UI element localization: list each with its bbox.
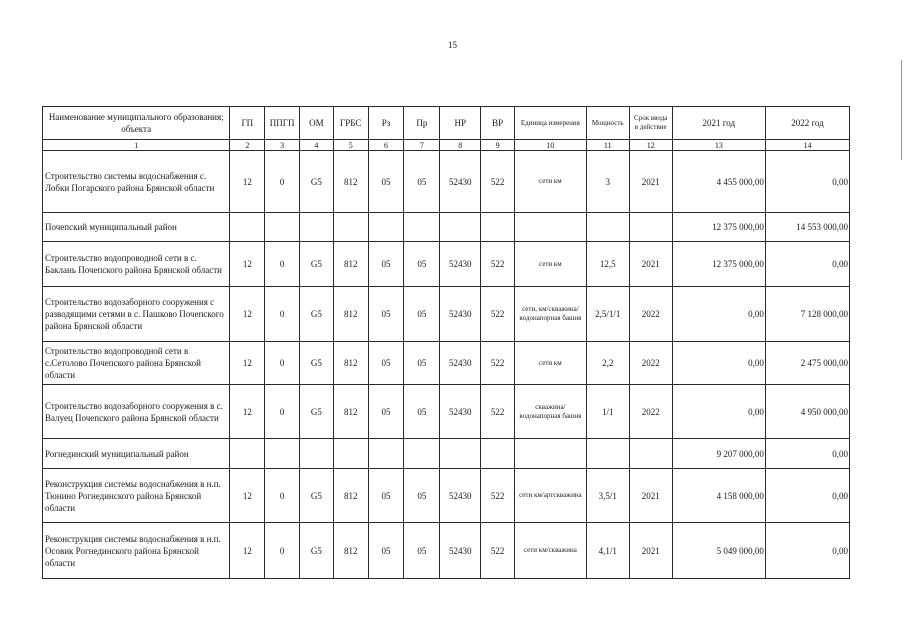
cell-om: G5 bbox=[300, 385, 334, 439]
header-cell: ГРБС bbox=[333, 107, 368, 140]
header-cell: Единица измерения bbox=[515, 107, 587, 140]
scan-edge-mark bbox=[901, 60, 902, 160]
column-number: 8 bbox=[440, 140, 481, 151]
cell-unit-of-measure bbox=[515, 213, 587, 242]
column-number: 11 bbox=[586, 140, 629, 151]
cell-amount-2021: 9 207 000,00 bbox=[672, 439, 765, 469]
cell-pr: 05 bbox=[404, 242, 440, 287]
cell-capacity bbox=[586, 213, 629, 242]
cell-vr: 522 bbox=[481, 385, 515, 439]
cell-gp: 12 bbox=[230, 287, 265, 342]
cell-amount-2021: 0,00 bbox=[672, 385, 765, 439]
header-cell: НР bbox=[440, 107, 481, 140]
cell-capacity: 12,5 bbox=[586, 242, 629, 287]
cell-ppgp: 0 bbox=[265, 287, 300, 342]
cell-grbs: 812 bbox=[333, 242, 368, 287]
cell-commissioning-year: 2022 bbox=[629, 342, 672, 385]
cell-vr bbox=[481, 213, 515, 242]
cell-rz: 05 bbox=[368, 523, 404, 579]
header-cell: Пр bbox=[404, 107, 440, 140]
cell-grbs: 812 bbox=[333, 287, 368, 342]
cell-amount-2022: 0,00 bbox=[765, 469, 849, 523]
cell-rz bbox=[368, 213, 404, 242]
column-number: 1 bbox=[43, 140, 230, 151]
cell-amount-2021: 4 455 000,00 bbox=[672, 151, 765, 213]
cell-vr: 522 bbox=[481, 523, 515, 579]
header-cell: Рз bbox=[368, 107, 404, 140]
cell-commissioning-year: 2021 bbox=[629, 242, 672, 287]
cell-ppgp: 0 bbox=[265, 151, 300, 213]
cell-ppgp: 0 bbox=[265, 523, 300, 579]
cell-gp: 12 bbox=[230, 523, 265, 579]
budget-table bbox=[42, 106, 850, 579]
cell-grbs: 812 bbox=[333, 469, 368, 523]
cell-unit-of-measure: сети км bbox=[515, 342, 587, 385]
cell-commissioning-year: 2021 bbox=[629, 151, 672, 213]
cell-nr: 52430 bbox=[440, 342, 481, 385]
table-row bbox=[43, 469, 850, 523]
header-cell: ГП bbox=[230, 107, 265, 140]
cell-ppgp bbox=[265, 439, 300, 469]
cell-om bbox=[300, 213, 334, 242]
cell-amount-2022: 0,00 bbox=[765, 242, 849, 287]
cell-capacity: 2,5/1/1 bbox=[586, 287, 629, 342]
cell-object-name: Реконструкция системы водоснабжения в н.п. Осовик Рогнединского района Брянской области bbox=[43, 523, 230, 579]
cell-gp bbox=[230, 439, 265, 469]
cell-nr bbox=[440, 213, 481, 242]
header-cell: Наименование муниципального образования; объекта bbox=[43, 107, 230, 140]
cell-pr: 05 bbox=[404, 469, 440, 523]
cell-ppgp: 0 bbox=[265, 385, 300, 439]
column-number: 3 bbox=[265, 140, 300, 151]
cell-grbs: 812 bbox=[333, 523, 368, 579]
cell-ppgp bbox=[265, 213, 300, 242]
cell-object-name: Почепский муниципальный район bbox=[43, 213, 230, 242]
cell-gp: 12 bbox=[230, 385, 265, 439]
cell-om bbox=[300, 439, 334, 469]
cell-ppgp: 0 bbox=[265, 242, 300, 287]
cell-object-name: Строительство водопроводной сети в с.Сетолово Почепского района Брянской области bbox=[43, 342, 230, 385]
cell-nr: 52430 bbox=[440, 151, 481, 213]
table-row bbox=[43, 342, 850, 385]
cell-object-name: Строительство системы водоснабжения с. Лобки Погарского района Брянской области bbox=[43, 151, 230, 213]
cell-rz: 05 bbox=[368, 151, 404, 213]
cell-om: G5 bbox=[300, 287, 334, 342]
cell-nr: 52430 bbox=[440, 385, 481, 439]
table-row bbox=[43, 439, 850, 469]
cell-pr: 05 bbox=[404, 385, 440, 439]
table-row bbox=[43, 213, 850, 242]
cell-nr: 52430 bbox=[440, 242, 481, 287]
column-number: 2 bbox=[230, 140, 265, 151]
column-number: 7 bbox=[404, 140, 440, 151]
cell-grbs: 812 bbox=[333, 342, 368, 385]
table-row bbox=[43, 242, 850, 287]
cell-nr: 52430 bbox=[440, 287, 481, 342]
cell-ppgp: 0 bbox=[265, 469, 300, 523]
cell-amount-2022: 0,00 bbox=[765, 439, 849, 469]
cell-gp: 12 bbox=[230, 469, 265, 523]
cell-amount-2021: 5 049 000,00 bbox=[672, 523, 765, 579]
cell-grbs: 812 bbox=[333, 385, 368, 439]
cell-pr bbox=[404, 439, 440, 469]
cell-gp: 12 bbox=[230, 242, 265, 287]
cell-om: G5 bbox=[300, 523, 334, 579]
cell-vr: 522 bbox=[481, 287, 515, 342]
cell-capacity: 2,2 bbox=[586, 342, 629, 385]
cell-amount-2021: 12 375 000,00 bbox=[672, 213, 765, 242]
cell-object-name: Строительство водопроводной сети в с. Баклань Почепского района Брянской области bbox=[43, 242, 230, 287]
cell-pr: 05 bbox=[404, 523, 440, 579]
table-row bbox=[43, 385, 850, 439]
cell-om: G5 bbox=[300, 151, 334, 213]
header-cell: ОМ bbox=[300, 107, 334, 140]
cell-pr: 05 bbox=[404, 151, 440, 213]
cell-amount-2022: 7 128 000,00 bbox=[765, 287, 849, 342]
cell-rz: 05 bbox=[368, 469, 404, 523]
cell-rz: 05 bbox=[368, 342, 404, 385]
header-cell: ППГП bbox=[265, 107, 300, 140]
cell-rz: 05 bbox=[368, 242, 404, 287]
cell-commissioning-year: 2021 bbox=[629, 469, 672, 523]
cell-amount-2021: 12 375 000,00 bbox=[672, 242, 765, 287]
cell-om: G5 bbox=[300, 242, 334, 287]
cell-amount-2022: 2 475 000,00 bbox=[765, 342, 849, 385]
cell-amount-2021: 0,00 bbox=[672, 287, 765, 342]
header-cell: 2022 год bbox=[765, 107, 849, 140]
cell-rz: 05 bbox=[368, 385, 404, 439]
cell-unit-of-measure: скважина/водонапорная башня bbox=[515, 385, 587, 439]
cell-amount-2021: 4 158 000,00 bbox=[672, 469, 765, 523]
cell-rz: 05 bbox=[368, 287, 404, 342]
cell-nr: 52430 bbox=[440, 523, 481, 579]
cell-pr: 05 bbox=[404, 342, 440, 385]
cell-amount-2021: 0,00 bbox=[672, 342, 765, 385]
cell-amount-2022: 0,00 bbox=[765, 523, 849, 579]
cell-amount-2022: 4 950 000,00 bbox=[765, 385, 849, 439]
header-cell: Срок ввода в действие bbox=[629, 107, 672, 140]
cell-vr: 522 bbox=[481, 342, 515, 385]
cell-capacity: 4,1/1 bbox=[586, 523, 629, 579]
cell-grbs bbox=[333, 213, 368, 242]
cell-unit-of-measure: сети км/скважина bbox=[515, 523, 587, 579]
column-number: 12 bbox=[629, 140, 672, 151]
cell-vr: 522 bbox=[481, 151, 515, 213]
column-number: 5 bbox=[333, 140, 368, 151]
cell-object-name: Рогнединский муниципальный район bbox=[43, 439, 230, 469]
cell-capacity bbox=[586, 439, 629, 469]
cell-commissioning-year: 2022 bbox=[629, 287, 672, 342]
header-cell: Мощность bbox=[586, 107, 629, 140]
cell-ppgp: 0 bbox=[265, 342, 300, 385]
cell-object-name: Строительство водозаборного сооружения в с. Валуец Почепского района Брянской области bbox=[43, 385, 230, 439]
cell-unit-of-measure: сети км/артскважина bbox=[515, 469, 587, 523]
table-row bbox=[43, 523, 850, 579]
cell-capacity: 3 bbox=[586, 151, 629, 213]
cell-amount-2022: 14 553 000,00 bbox=[765, 213, 849, 242]
cell-gp bbox=[230, 213, 265, 242]
cell-gp: 12 bbox=[230, 151, 265, 213]
cell-pr bbox=[404, 213, 440, 242]
column-number: 13 bbox=[672, 140, 765, 151]
cell-unit-of-measure bbox=[515, 439, 587, 469]
cell-pr: 05 bbox=[404, 287, 440, 342]
cell-vr: 522 bbox=[481, 469, 515, 523]
cell-gp: 12 bbox=[230, 342, 265, 385]
column-number: 4 bbox=[300, 140, 334, 151]
page-number: 15 bbox=[448, 40, 457, 50]
column-number: 6 bbox=[368, 140, 404, 151]
cell-om: G5 bbox=[300, 342, 334, 385]
cell-grbs: 812 bbox=[333, 151, 368, 213]
cell-commissioning-year bbox=[629, 213, 672, 242]
table-row bbox=[43, 151, 850, 213]
cell-commissioning-year: 2022 bbox=[629, 385, 672, 439]
cell-nr: 52430 bbox=[440, 469, 481, 523]
cell-vr: 522 bbox=[481, 242, 515, 287]
column-number: 14 bbox=[765, 140, 849, 151]
cell-amount-2022: 0,00 bbox=[765, 151, 849, 213]
column-number: 10 bbox=[515, 140, 587, 151]
cell-commissioning-year bbox=[629, 439, 672, 469]
cell-object-name: Строительство водозаборного сооружения с разводящими сетями в с. Пашково Почепского района Брянской области bbox=[43, 287, 230, 342]
cell-unit-of-measure: сети км bbox=[515, 242, 587, 287]
cell-unit-of-measure: сети, км/скважина/водонапорная башня bbox=[515, 287, 587, 342]
cell-capacity: 1/1 bbox=[586, 385, 629, 439]
cell-nr bbox=[440, 439, 481, 469]
table-row bbox=[43, 287, 850, 342]
cell-rz bbox=[368, 439, 404, 469]
cell-om: G5 bbox=[300, 469, 334, 523]
cell-object-name: Реконструкция системы водоснабжения в н.п. Тюнино Рогнединского района Брянской области bbox=[43, 469, 230, 523]
cell-capacity: 3,5/1 bbox=[586, 469, 629, 523]
cell-commissioning-year: 2021 bbox=[629, 523, 672, 579]
column-number: 9 bbox=[481, 140, 515, 151]
header-cell: ВР bbox=[481, 107, 515, 140]
cell-vr bbox=[481, 439, 515, 469]
header-cell: 2021 год bbox=[672, 107, 765, 140]
cell-grbs bbox=[333, 439, 368, 469]
cell-unit-of-measure: сети км bbox=[515, 151, 587, 213]
